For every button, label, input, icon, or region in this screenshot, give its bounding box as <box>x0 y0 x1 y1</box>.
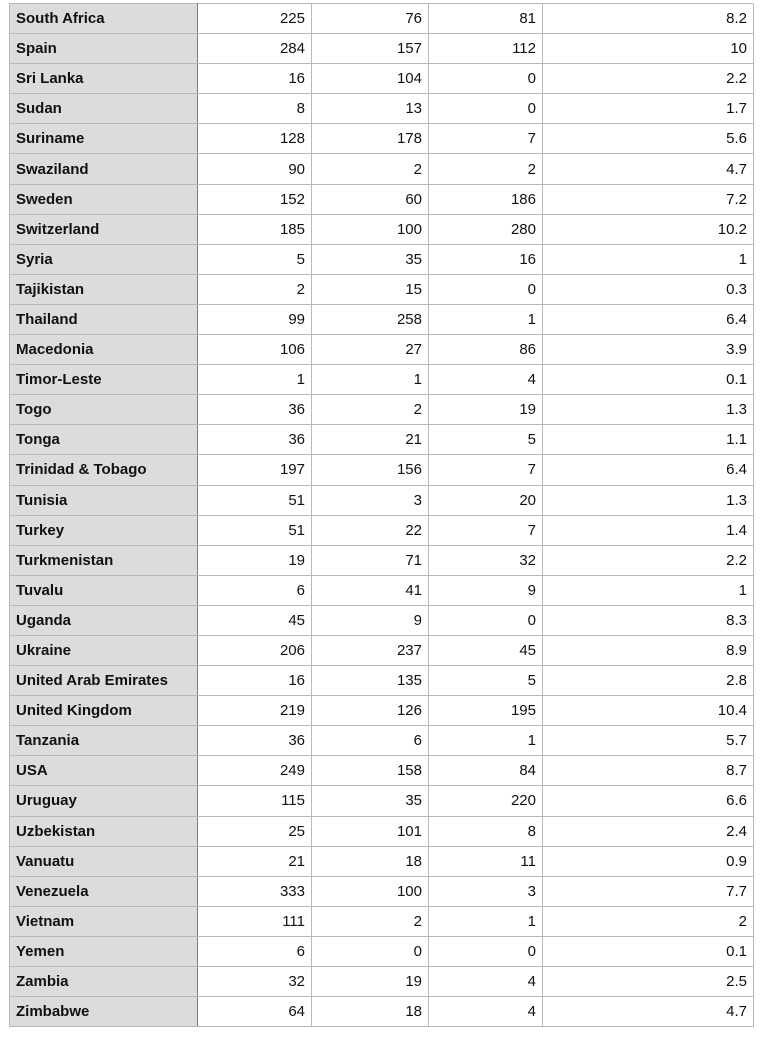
value-cell-col4[interactable]: 1.7 <box>543 94 754 124</box>
country-cell[interactable]: Turkey <box>10 515 198 545</box>
value-cell-col2[interactable]: 19 <box>312 967 429 997</box>
value-cell-col2[interactable]: 158 <box>312 756 429 786</box>
value-cell-col3[interactable]: 195 <box>429 696 543 726</box>
table-row <box>10 365 754 395</box>
country-cell[interactable]: Sweden <box>10 184 198 214</box>
value-cell-col4[interactable]: 4.7 <box>543 997 754 1027</box>
value-cell-col3[interactable]: 4 <box>429 967 543 997</box>
country-cell[interactable]: Tanzania <box>10 726 198 756</box>
value-cell-col1[interactable]: 36 <box>198 425 312 455</box>
value-cell-col1[interactable]: 185 <box>198 214 312 244</box>
value-cell-col3[interactable]: 81 <box>429 4 543 34</box>
table-row <box>10 485 754 515</box>
country-cell[interactable]: Vietnam <box>10 906 198 936</box>
value-cell-col1[interactable]: 197 <box>198 455 312 485</box>
value-cell-col1[interactable]: 45 <box>198 605 312 635</box>
value-cell-col1[interactable]: 5 <box>198 244 312 274</box>
value-cell-col3[interactable]: 7 <box>429 124 543 154</box>
value-cell-col1[interactable]: 16 <box>198 666 312 696</box>
table-row <box>10 846 754 876</box>
value-cell-col1[interactable]: 284 <box>198 34 312 64</box>
value-cell-col1[interactable]: 19 <box>198 545 312 575</box>
country-cell[interactable]: Vanuatu <box>10 846 198 876</box>
table-row <box>10 304 754 334</box>
country-cell[interactable]: Spain <box>10 34 198 64</box>
table-row <box>10 214 754 244</box>
value-cell-col4[interactable]: 2.8 <box>543 666 754 696</box>
value-cell-col1[interactable]: 64 <box>198 997 312 1027</box>
data-table <box>9 3 754 1027</box>
value-cell-col3[interactable]: 7 <box>429 455 543 485</box>
country-cell[interactable]: Timor-Leste <box>10 365 198 395</box>
value-cell-col4[interactable]: 0.1 <box>543 936 754 966</box>
table-row <box>10 395 754 425</box>
country-cell[interactable]: Tonga <box>10 425 198 455</box>
country-cell[interactable]: Macedonia <box>10 335 198 365</box>
value-cell-col3[interactable]: 2 <box>429 154 543 184</box>
country-cell[interactable]: Switzerland <box>10 214 198 244</box>
value-cell-col2[interactable]: 18 <box>312 846 429 876</box>
value-cell-col1[interactable]: 32 <box>198 967 312 997</box>
value-cell-col2[interactable]: 126 <box>312 696 429 726</box>
table-row <box>10 94 754 124</box>
value-cell-col2[interactable]: 15 <box>312 274 429 304</box>
value-cell-col3[interactable]: 112 <box>429 34 543 64</box>
value-cell-col3[interactable]: 45 <box>429 635 543 665</box>
country-cell[interactable]: Tajikistan <box>10 274 198 304</box>
table-row <box>10 64 754 94</box>
value-cell-col2[interactable]: 35 <box>312 786 429 816</box>
value-cell-col1[interactable]: 51 <box>198 515 312 545</box>
value-cell-col3[interactable]: 86 <box>429 335 543 365</box>
country-cell[interactable]: Uruguay <box>10 786 198 816</box>
value-cell-col4[interactable]: 1.3 <box>543 485 754 515</box>
value-cell-col4[interactable]: 1 <box>543 575 754 605</box>
value-cell-col1[interactable]: 206 <box>198 635 312 665</box>
value-cell-col2[interactable]: 13 <box>312 94 429 124</box>
value-cell-col2[interactable]: 76 <box>312 4 429 34</box>
value-cell-col1[interactable]: 152 <box>198 184 312 214</box>
value-cell-col4[interactable]: 10.4 <box>543 696 754 726</box>
value-cell-col4[interactable]: 0.1 <box>543 365 754 395</box>
value-cell-col1[interactable]: 6 <box>198 936 312 966</box>
value-cell-col3[interactable]: 32 <box>429 545 543 575</box>
table-row <box>10 545 754 575</box>
value-cell-col3[interactable]: 8 <box>429 816 543 846</box>
value-cell-col4[interactable]: 5.7 <box>543 726 754 756</box>
table-row <box>10 967 754 997</box>
value-cell-col2[interactable]: 60 <box>312 184 429 214</box>
value-cell-col2[interactable]: 22 <box>312 515 429 545</box>
value-cell-col3[interactable]: 186 <box>429 184 543 214</box>
value-cell-col1[interactable]: 36 <box>198 395 312 425</box>
table-row <box>10 455 754 485</box>
table-row <box>10 244 754 274</box>
table-row <box>10 635 754 665</box>
value-cell-col2[interactable]: 9 <box>312 605 429 635</box>
value-cell-col3[interactable]: 1 <box>429 906 543 936</box>
value-cell-col4[interactable]: 8.7 <box>543 756 754 786</box>
value-cell-col1[interactable]: 115 <box>198 786 312 816</box>
value-cell-col3[interactable]: 5 <box>429 666 543 696</box>
table-row <box>10 154 754 184</box>
country-cell[interactable]: Suriname <box>10 124 198 154</box>
value-cell-col1[interactable]: 111 <box>198 906 312 936</box>
value-cell-col2[interactable]: 1 <box>312 365 429 395</box>
value-cell-col4[interactable]: 2.2 <box>543 545 754 575</box>
value-cell-col3[interactable]: 16 <box>429 244 543 274</box>
value-cell-col4[interactable]: 7.2 <box>543 184 754 214</box>
value-cell-col2[interactable]: 104 <box>312 64 429 94</box>
value-cell-col1[interactable]: 333 <box>198 876 312 906</box>
country-cell[interactable]: Thailand <box>10 304 198 334</box>
value-cell-col3[interactable]: 11 <box>429 846 543 876</box>
value-cell-col4[interactable]: 2.2 <box>543 64 754 94</box>
spreadsheet-table <box>9 3 753 1027</box>
value-cell-col4[interactable]: 0.9 <box>543 846 754 876</box>
value-cell-col4[interactable]: 4.7 <box>543 154 754 184</box>
value-cell-col3[interactable]: 1 <box>429 726 543 756</box>
value-cell-col1[interactable]: 6 <box>198 575 312 605</box>
value-cell-col2[interactable]: 178 <box>312 124 429 154</box>
table-row <box>10 906 754 936</box>
table-row <box>10 696 754 726</box>
value-cell-col1[interactable]: 51 <box>198 485 312 515</box>
value-cell-col3[interactable]: 20 <box>429 485 543 515</box>
value-cell-col1[interactable]: 249 <box>198 756 312 786</box>
value-cell-col3[interactable]: 220 <box>429 786 543 816</box>
country-cell[interactable]: Uzbekistan <box>10 816 198 846</box>
value-cell-col2[interactable]: 3 <box>312 485 429 515</box>
value-cell-col1[interactable]: 25 <box>198 816 312 846</box>
country-cell[interactable]: Tunisia <box>10 485 198 515</box>
value-cell-col4[interactable]: 10 <box>543 34 754 64</box>
value-cell-col2[interactable]: 35 <box>312 244 429 274</box>
value-cell-col4[interactable]: 3.9 <box>543 335 754 365</box>
value-cell-col2[interactable]: 41 <box>312 575 429 605</box>
value-cell-col4[interactable]: 7.7 <box>543 876 754 906</box>
value-cell-col4[interactable]: 0.3 <box>543 274 754 304</box>
value-cell-col1[interactable]: 2 <box>198 274 312 304</box>
value-cell-col2[interactable]: 135 <box>312 666 429 696</box>
value-cell-col3[interactable]: 19 <box>429 395 543 425</box>
value-cell-col3[interactable]: 7 <box>429 515 543 545</box>
table-row <box>10 997 754 1027</box>
country-cell[interactable]: United Kingdom <box>10 696 198 726</box>
table-row <box>10 124 754 154</box>
country-cell[interactable]: Turkmenistan <box>10 545 198 575</box>
value-cell-col3[interactable]: 4 <box>429 997 543 1027</box>
value-cell-col1[interactable]: 99 <box>198 304 312 334</box>
country-cell[interactable]: Swaziland <box>10 154 198 184</box>
value-cell-col2[interactable]: 71 <box>312 545 429 575</box>
value-cell-col2[interactable]: 237 <box>312 635 429 665</box>
country-cell[interactable]: Sudan <box>10 94 198 124</box>
value-cell-col3[interactable]: 0 <box>429 605 543 635</box>
table-row <box>10 184 754 214</box>
value-cell-col4[interactable]: 1.1 <box>543 425 754 455</box>
country-cell[interactable]: Venezuela <box>10 876 198 906</box>
value-cell-col2[interactable]: 18 <box>312 997 429 1027</box>
value-cell-col4[interactable]: 10.2 <box>543 214 754 244</box>
value-cell-col4[interactable]: 8.2 <box>543 4 754 34</box>
value-cell-col2[interactable]: 100 <box>312 876 429 906</box>
country-cell[interactable]: Uganda <box>10 605 198 635</box>
value-cell-col2[interactable]: 101 <box>312 816 429 846</box>
value-cell-col2[interactable]: 157 <box>312 34 429 64</box>
table-row <box>10 726 754 756</box>
table-row <box>10 425 754 455</box>
value-cell-col2[interactable]: 2 <box>312 154 429 184</box>
value-cell-col1[interactable]: 1 <box>198 365 312 395</box>
value-cell-col3[interactable]: 84 <box>429 756 543 786</box>
table-row <box>10 605 754 635</box>
table-row <box>10 936 754 966</box>
value-cell-col1[interactable]: 128 <box>198 124 312 154</box>
value-cell-col4[interactable]: 2 <box>543 906 754 936</box>
value-cell-col3[interactable]: 9 <box>429 575 543 605</box>
value-cell-col4[interactable]: 1.4 <box>543 515 754 545</box>
value-cell-col1[interactable]: 106 <box>198 335 312 365</box>
table-row <box>10 34 754 64</box>
value-cell-col2[interactable]: 21 <box>312 425 429 455</box>
value-cell-col3[interactable]: 0 <box>429 64 543 94</box>
country-cell[interactable]: Zambia <box>10 967 198 997</box>
value-cell-col2[interactable]: 6 <box>312 726 429 756</box>
value-cell-col4[interactable]: 6.6 <box>543 786 754 816</box>
value-cell-col4[interactable]: 6.4 <box>543 304 754 334</box>
table-row <box>10 666 754 696</box>
value-cell-col4[interactable]: 2.4 <box>543 816 754 846</box>
table-row <box>10 575 754 605</box>
table-row <box>10 756 754 786</box>
value-cell-col3[interactable]: 0 <box>429 94 543 124</box>
value-cell-col1[interactable]: 16 <box>198 64 312 94</box>
country-cell[interactable]: South Africa <box>10 4 198 34</box>
value-cell-col3[interactable]: 3 <box>429 876 543 906</box>
value-cell-col4[interactable]: 1.3 <box>543 395 754 425</box>
country-cell[interactable]: Syria <box>10 244 198 274</box>
country-cell[interactable]: Tuvalu <box>10 575 198 605</box>
value-cell-col2[interactable]: 156 <box>312 455 429 485</box>
value-cell-col2[interactable]: 100 <box>312 214 429 244</box>
value-cell-col3[interactable]: 280 <box>429 214 543 244</box>
value-cell-col4[interactable]: 2.5 <box>543 967 754 997</box>
value-cell-col4[interactable]: 6.4 <box>543 455 754 485</box>
value-cell-col1[interactable]: 90 <box>198 154 312 184</box>
country-cell[interactable]: Sri Lanka <box>10 64 198 94</box>
table-row <box>10 335 754 365</box>
value-cell-col1[interactable]: 8 <box>198 94 312 124</box>
value-cell-col4[interactable]: 8.9 <box>543 635 754 665</box>
table-body <box>10 4 754 1027</box>
value-cell-col1[interactable]: 21 <box>198 846 312 876</box>
table-row <box>10 816 754 846</box>
table-row <box>10 515 754 545</box>
country-cell[interactable]: Togo <box>10 395 198 425</box>
value-cell-col3[interactable]: 5 <box>429 425 543 455</box>
value-cell-col1[interactable]: 219 <box>198 696 312 726</box>
value-cell-col2[interactable]: 2 <box>312 906 429 936</box>
table-row <box>10 274 754 304</box>
value-cell-col1[interactable]: 36 <box>198 726 312 756</box>
country-cell[interactable]: Trinidad & Tobago <box>10 455 198 485</box>
table-row <box>10 4 754 34</box>
value-cell-col3[interactable]: 4 <box>429 365 543 395</box>
country-cell[interactable]: Ukraine <box>10 635 198 665</box>
value-cell-col4[interactable]: 8.3 <box>543 605 754 635</box>
value-cell-col2[interactable]: 27 <box>312 335 429 365</box>
country-cell[interactable]: United Arab Emirates <box>10 666 198 696</box>
value-cell-col2[interactable]: 2 <box>312 395 429 425</box>
table-row <box>10 786 754 816</box>
value-cell-col2[interactable]: 0 <box>312 936 429 966</box>
value-cell-col3[interactable]: 0 <box>429 936 543 966</box>
value-cell-col2[interactable]: 258 <box>312 304 429 334</box>
table-row <box>10 876 754 906</box>
value-cell-col4[interactable]: 5.6 <box>543 124 754 154</box>
value-cell-col3[interactable]: 1 <box>429 304 543 334</box>
value-cell-col4[interactable]: 1 <box>543 244 754 274</box>
value-cell-col1[interactable]: 225 <box>198 4 312 34</box>
country-cell[interactable]: Yemen <box>10 936 198 966</box>
value-cell-col3[interactable]: 0 <box>429 274 543 304</box>
country-cell[interactable]: Zimbabwe <box>10 997 198 1027</box>
country-cell[interactable]: USA <box>10 756 198 786</box>
